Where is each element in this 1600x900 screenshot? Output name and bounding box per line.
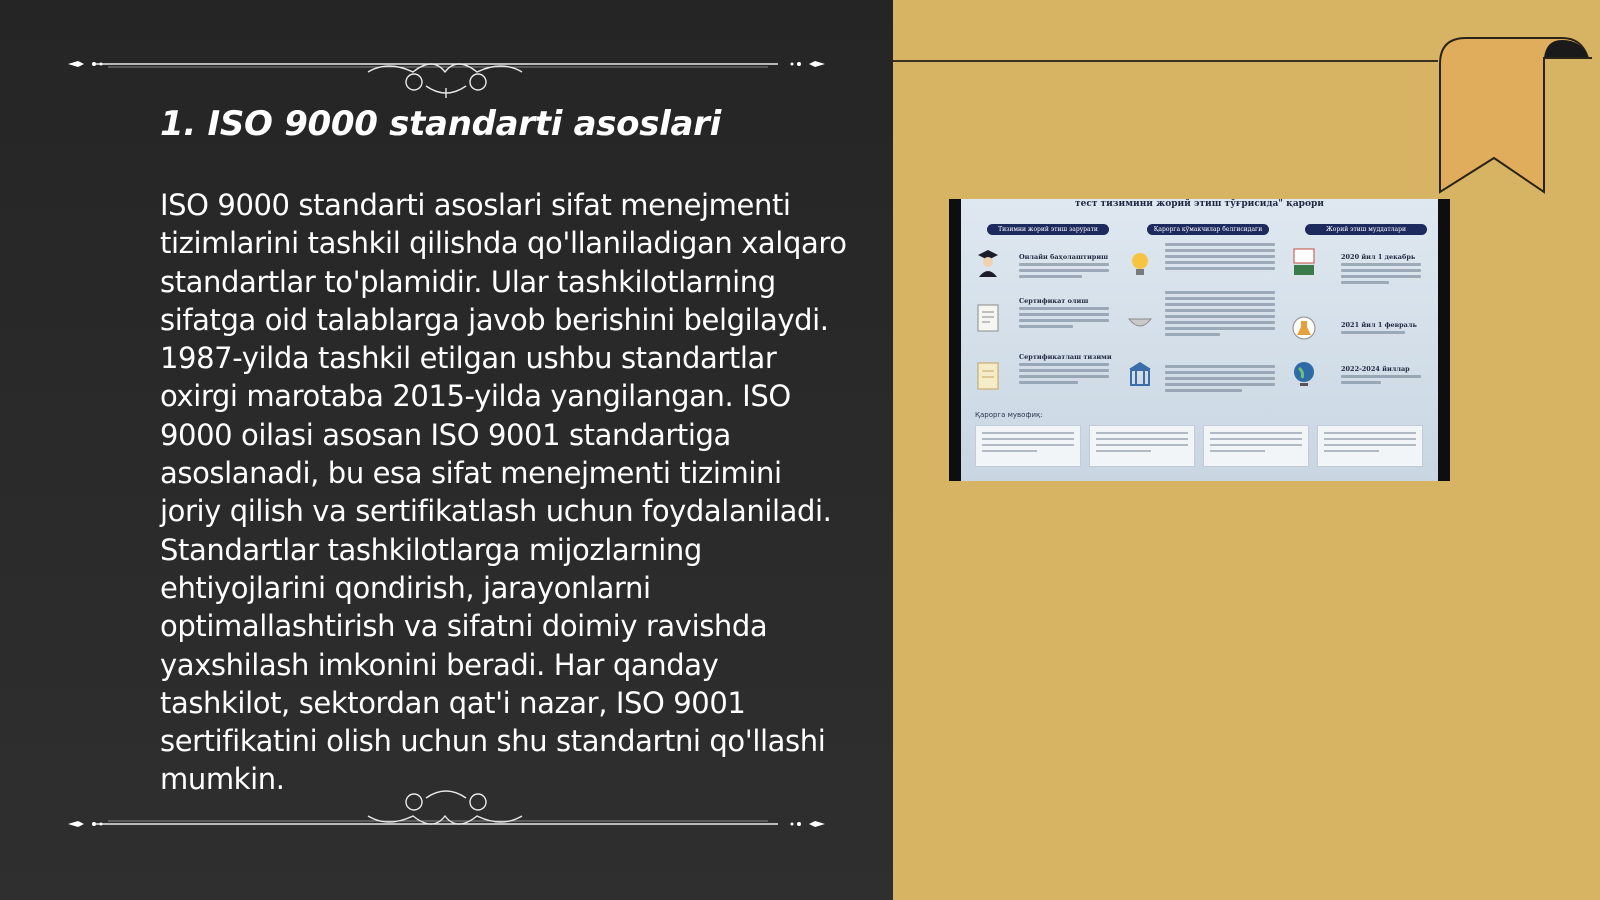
- document-icon: [975, 361, 1001, 391]
- text-lines: [1341, 331, 1421, 337]
- text-lines: [1019, 363, 1109, 387]
- infographic-date: 2022-2024 йиллар: [1341, 365, 1410, 373]
- building-icon: [1127, 359, 1153, 389]
- infographic-heading: Сертификатлаш тизими: [1019, 353, 1112, 361]
- infographic-pill: Тизимни жорий этиш зарурати: [987, 224, 1109, 235]
- decision-card: [1317, 425, 1423, 467]
- infographic-date: 2021 йил 1 февраль: [1341, 321, 1417, 329]
- bookmark-ribbon-icon: [1432, 34, 1600, 199]
- decision-label: Қарорга мувофиқ:: [975, 411, 1043, 419]
- graduate-icon: [975, 247, 1001, 277]
- lightbulb-icon: [1127, 249, 1153, 279]
- decision-card: [1089, 425, 1195, 467]
- text-lines: [1019, 307, 1109, 331]
- infographic-pill: Жорий этиш муддатлари: [1305, 224, 1427, 235]
- infographic-heading: Сертификат олиш: [1019, 297, 1089, 305]
- text-lines: [1019, 263, 1109, 281]
- text-lines: [1165, 243, 1275, 273]
- infographic-title: тест тизимини жорий этиш тўғрисида" қарори: [1075, 199, 1324, 209]
- infographic-content: [961, 199, 1438, 481]
- header-rule: [893, 60, 1438, 62]
- decision-card: [1203, 425, 1309, 467]
- infographic-image: [949, 199, 1450, 481]
- text-lines: [1341, 375, 1421, 387]
- chemistry-icon: [1291, 313, 1317, 343]
- infographic-date: 2020 йил 1 декабрь: [1341, 253, 1416, 261]
- calendar-icon: [1291, 247, 1317, 277]
- ornament-divider-top: [68, 38, 825, 98]
- slide-title: 1. ISO 9000 standarti asoslari: [160, 104, 721, 144]
- decision-card: [975, 425, 1081, 467]
- infographic-heading: Онлайн баҳолаштириш: [1019, 253, 1109, 261]
- certificate-icon: [975, 303, 1001, 333]
- slide-body-text: ISO 9000 standarti asoslari sifat menejmenti tizimlarini tashkil qilishda qo'llaniladigan xalqaro standartlar to'plamidir. Ular tashkilotlarning sifatga oid talablarga javob berishini belgilaydi. 1987-yilda tashkil etilgan ushbu standartlar oxirgi marotaba 2015-yilda yangilangan. ISO 9000 oilasi asosan ISO 9001 standartiga asoslanadi, bu esa sifat menejmenti tizimini joriy qilish va sertifikatlash uchun foydalaniladi. Standartlar tashkilotlarga mijozlarning ehtiyojlarini qondirish, jarayonlarni optimallashtirish va sifatni doimiy ravishda yaxshilash imkonini beradi. Har qanday tashkilot, sektordan qat'i nazar, ISO 9001 sertifikatini olish uchun shu standartni qo'llashi mumkin.: [160, 188, 847, 797]
- text-lines: [1341, 263, 1421, 287]
- bowl-icon: [1127, 305, 1153, 335]
- text-lines: [1165, 291, 1275, 339]
- infographic-pill: Қарорга кўмакчилар белгисидаги: [1147, 224, 1269, 235]
- text-lines: [1165, 365, 1275, 395]
- globe-icon: [1291, 359, 1317, 389]
